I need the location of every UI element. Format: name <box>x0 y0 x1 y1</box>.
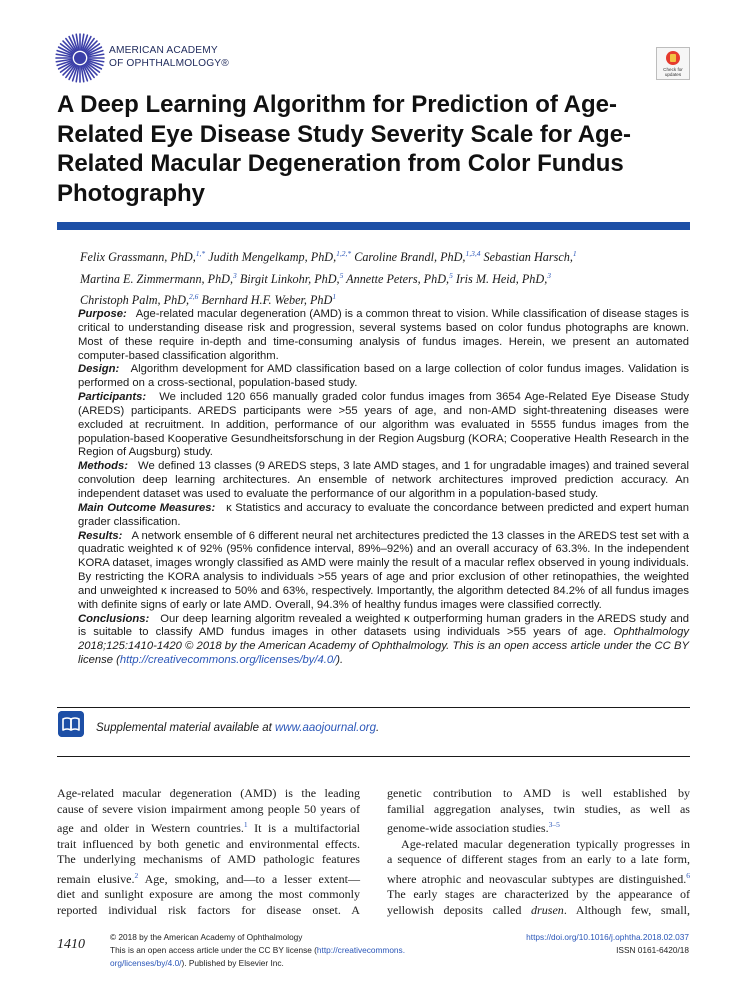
abstract-conclusions: Conclusions: Our deep learning algoritm revealed a weighted κ outperforming human graders in the AREDS study and is suitable to classify AMD fundus images in other datasets using individuals >55 years of age. Ophthalmology 2018;125:1410-1420 © 2018 by the American Academy of Ophthalmology. This is an open access article under the CC BY license (http://creativecommons.org/licenses/by/4.0/). <box>78 612 689 667</box>
body-column-right <box>387 786 690 918</box>
body-text-line: yellowish deposits called drusen. Although few, small, <box>387 902 690 917</box>
aao-logo-icon <box>55 33 105 83</box>
reference-marker[interactable]: 2 <box>134 870 139 880</box>
body-text-line: Age-related macular degeneration typically progresses in <box>401 836 690 851</box>
body-text-line: age and older in Western countries.$^1$ It is a multifactorial <box>57 820 360 836</box>
reference-marker[interactable]: 1 <box>243 820 248 830</box>
body-column-left <box>57 786 360 918</box>
author-line-1: Felix Grassmann, PhD,$^{1,*}$ Judith Mengelkamp, PhD,$^{1,2,*}$ Caroline Brandl, PhD,$^{1,3,4}$ Sebastian Harsch,$^1$ <box>80 249 577 264</box>
page-number: 1410 <box>57 937 85 952</box>
supplemental-note: Supplemental material available at www.aaojournal.org. <box>96 722 380 734</box>
body-text-line: cause of severe vision impairment among people 50 years of <box>57 801 360 816</box>
supplemental-link[interactable]: www.aaojournal.org <box>275 722 377 734</box>
abstract-purpose: Purpose: Age-related macular degeneration (AMD) is a common threat to vision. While classification of disease stages is critical to understanding disease risk and progression, several systems based on color fundus photographs are known. Most of these require in-depth and time-consuming analysis of fundus images. Herein, we present an automated computer-based classification algorithm. <box>78 308 689 362</box>
abstract-outcome: Main Outcome Measures: κ Statistics and accuracy to evaluate the concordance between predicted and expert human grader classification. <box>78 501 689 528</box>
divider <box>57 756 690 757</box>
body-text-line: trait influenced by both genetic and environmental effects. <box>57 836 360 851</box>
body-text-line: where atrophic and neovascular subtypes are distinguished.$^6$ <box>387 870 690 886</box>
society-name: AMERICAN ACADEMY OF OPHTHALMOLOGY® <box>109 45 229 69</box>
reference-marker[interactable]: 3–5 <box>548 820 560 830</box>
title-divider <box>57 222 690 230</box>
author-line-3: Christoph Palm, PhD,$^{2,6}$ Bernhard H.F. Weber, PhD$^1$ <box>80 292 337 307</box>
footer-license-link-cont[interactable]: org/licenses/by/4.0/ <box>110 958 182 968</box>
article-identifiers <box>480 931 689 957</box>
footer-license-link[interactable]: http://creativecommons. <box>316 945 405 955</box>
author-line-2: Martina E. Zimmermann, PhD,$^3$ Birgit Linkohr, PhD,$^5$ Annette Peters, PhD,$^5$ Iris M. Heid, PhD,$^3$ <box>80 270 552 286</box>
body-text-line: genetic contribution to AMD is well established by <box>387 786 690 800</box>
abstract-participants: Participants: We included 120 656 manually graded color fundus images from 3654 Age-Related Eye Disease Study (AREDS) participants. AREDS participants were >55 years of age, and non-AMD sight-threatening diseases were excluded at recruitment. In addition, performance of our algorithm was evaluated in 5555 fundus images from the population-based Kooperative Gesundheitsforschung in der Region Augsburg (KORA; Cooperative Health Research in the Region of Augsburg) study. <box>78 391 689 459</box>
body-text-line: reported individual risk factors for disease onset. A <box>57 902 360 917</box>
author-list <box>80 245 700 310</box>
abstract-results: Results: A network ensemble of 6 different neural net architectures predicted the 13 classes in the AREDS test set with a quadratic weighted κ of 92% (95% confidence interval, 89%–92%) and an overall accuracy of 63.3%. In the independent KORA dataset, images wrongly classified as AMD were mainly the result of a macular reflex observed in young individuals. By restricting the KORA analysis to individuals >55 years of age and prior exclusion of other retinopathies, the weighted and unweighted κ increased to 50% and 63%, respectively. Importantly, the algorithm detected 84.2% of all fundus images with definite signs of early or late AMD. Overall, 94.3% of healthy fundus images were classified correctly. <box>78 529 689 611</box>
doi-link[interactable]: https://doi.org/10.1016/j.ophtha.2018.02.037 <box>526 932 689 942</box>
book-icon <box>58 711 84 737</box>
citation: Ophthalmology 2018;125:1410-1420 © 2018 by the American Academy of Ophthalmology. This is an open access article under the CC BY license ( <box>78 626 689 667</box>
body-text-line: The underlying mechanisms of AMD pathologic features <box>57 852 360 867</box>
license-link[interactable]: http://creativecommons.org/licenses/by/4.0/ <box>119 654 337 667</box>
divider <box>57 707 690 708</box>
body-text-line: diet and sunlight exposure are among the most commonly <box>57 887 360 902</box>
bookmark-icon <box>666 51 680 65</box>
body-text-line: familial aggregation analyses, twin studies, as well as <box>387 801 690 816</box>
article-title: A Deep Learning Algorithm for Prediction of Age-Related Eye Disease Study Severity Scale for Age-Related Macular Degeneration from Color Fundus Photography <box>57 91 632 207</box>
issn: ISSN 0161-6420/18 <box>616 945 689 955</box>
abstract-design: Design: Algorithm development for AMD classification based on a large collection of color fundus images. Validation is performed on a cross-sectional, population-based study. <box>78 363 689 390</box>
reference-marker[interactable]: 6 <box>686 870 690 880</box>
check-for-updates-badge[interactable]: Check for updates <box>656 47 690 80</box>
body-text-line: a sequence of different stages from an early to a late form, <box>387 852 690 867</box>
abstract <box>78 308 689 668</box>
copyright-notice: © 2018 by the American Academy of Ophthalmology This is an open access article under the CC BY license (http://creativecommons. org/licenses/by/4.0/). Published by Elsevier Inc. <box>110 932 405 968</box>
body-text-line: remain elusive.$^2$ Age, smoking, and—to a lesser extent— <box>57 870 361 886</box>
abstract-methods: Methods: We defined 13 classes (9 AREDS steps, 3 late AMD stages, and 1 for ungradable images) and trained several convolution deep learning architectures. An ensemble of network architectures improved prediction accuracy. An independent dataset was used to evaluate the performance of our algorithm in a population-based study. <box>78 460 689 500</box>
body-text-line: The early stages are characterized by the appearance of <box>387 887 690 902</box>
body-text-line: Age-related macular degeneration (AMD) is the leading <box>57 786 360 800</box>
body-text-line: genome-wide association studies.$^{3-5}$ <box>387 820 560 836</box>
